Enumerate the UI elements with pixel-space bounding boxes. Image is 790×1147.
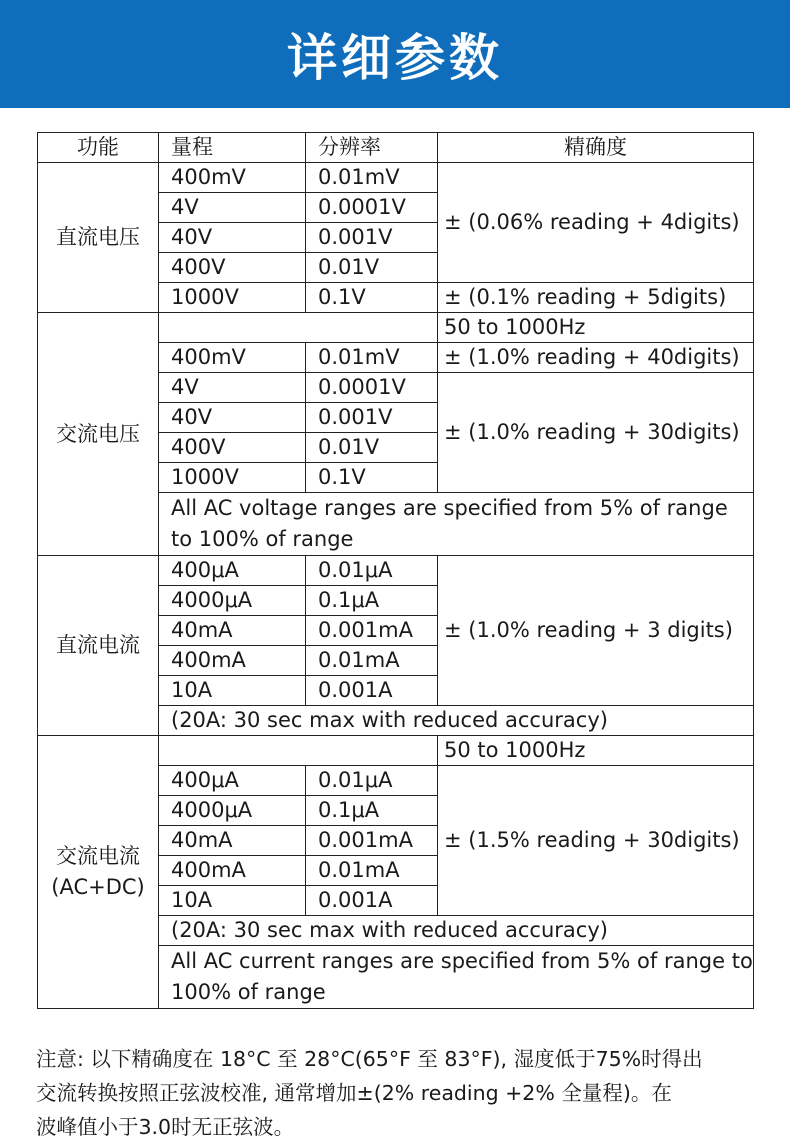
resolution-cell: 0.001mA: [306, 616, 438, 646]
range-cell: 40mA: [159, 826, 306, 856]
range-cell: 400mA: [159, 646, 306, 676]
range-cell: 400μA: [159, 556, 306, 586]
resolution-cell: 0.001A: [306, 676, 438, 706]
range-cell: 10A: [159, 886, 306, 916]
range-cell: 1000V: [159, 463, 306, 493]
range-cell: 400V: [159, 433, 306, 463]
resolution-cell: 0.1V: [306, 283, 438, 313]
resolution-cell: 0.01V: [306, 433, 438, 463]
function-acv: 交流电压: [38, 313, 159, 556]
table-header-row: [38, 133, 754, 163]
resolution-cell: 0.01mV: [306, 343, 438, 373]
footnote-line: 注意: 以下精确度在 18°C 至 28°C(65°F 至 83°F), 湿度低于75%时得出: [36, 1047, 703, 1071]
footnote: [36, 1042, 776, 1144]
empty-cell: [159, 736, 438, 766]
footnote-line: 波峰值小于3.0时无正弦波。: [36, 1115, 295, 1139]
range-cell: 400μA: [159, 766, 306, 796]
resolution-cell: 0.001V: [306, 403, 438, 433]
resolution-cell: 0.1V: [306, 463, 438, 493]
table-row: [38, 163, 754, 193]
range-cell: 400mV: [159, 163, 306, 193]
note-cell: All AC current ranges are specified from 5% of range to 100% of range: [159, 946, 754, 1009]
resolution-cell: 0.001A: [306, 886, 438, 916]
range-cell: 4V: [159, 373, 306, 403]
range-cell: 1000V: [159, 283, 306, 313]
range-cell: 4V: [159, 193, 306, 223]
note-cell: (20A: 30 sec max with reduced accuracy): [159, 916, 754, 946]
accuracy-cell: ± (1.0% reading + 40digits): [438, 343, 754, 373]
accuracy-cell: ± (1.5% reading + 30digits): [438, 766, 754, 916]
accuracy-cell: ± (0.1% reading + 5digits): [438, 283, 754, 313]
header-accuracy: 精确度: [438, 133, 754, 163]
resolution-cell: 0.01μA: [306, 556, 438, 586]
function-aca-line2: (AC+DC): [51, 875, 145, 899]
function-aca-line1: 交流电流: [56, 844, 140, 868]
function-dca: 直流电流: [38, 556, 159, 736]
note-cell: (20A: 30 sec max with reduced accuracy): [159, 706, 754, 736]
frequency-cell: 50 to 1000Hz: [438, 736, 754, 766]
function-aca: [38, 736, 159, 1009]
resolution-cell: 0.01mA: [306, 856, 438, 886]
resolution-cell: 0.01mV: [306, 163, 438, 193]
range-cell: 10A: [159, 676, 306, 706]
accuracy-cell: ± (1.0% reading + 3 digits): [438, 556, 754, 706]
range-cell: 40V: [159, 223, 306, 253]
frequency-cell: 50 to 1000Hz: [438, 313, 754, 343]
table-row: [38, 736, 754, 766]
range-cell: 4000μA: [159, 796, 306, 826]
range-cell: 40V: [159, 403, 306, 433]
table-row: [38, 556, 754, 586]
range-cell: 400mA: [159, 856, 306, 886]
resolution-cell: 0.0001V: [306, 373, 438, 403]
accuracy-cell: ± (0.06% reading + 4digits): [438, 163, 754, 283]
range-cell: 40mA: [159, 616, 306, 646]
function-dcv: 直流电压: [38, 163, 159, 313]
resolution-cell: 0.001V: [306, 223, 438, 253]
spec-table: [37, 132, 754, 1009]
header-function: 功能: [38, 133, 159, 163]
resolution-cell: 0.01mA: [306, 646, 438, 676]
range-cell: 400V: [159, 253, 306, 283]
resolution-cell: 0.1μA: [306, 586, 438, 616]
title-banner: [0, 0, 790, 108]
note-cell: All AC voltage ranges are specified from 5% of range to 100% of range: [159, 493, 754, 556]
resolution-cell: 0.001mA: [306, 826, 438, 856]
empty-cell: [159, 313, 438, 343]
page-title: 详细参数: [287, 29, 503, 87]
header-resolution: 分辨率: [306, 133, 438, 163]
resolution-cell: 0.01μA: [306, 766, 438, 796]
range-cell: 400mV: [159, 343, 306, 373]
resolution-cell: 0.1μA: [306, 796, 438, 826]
accuracy-cell: ± (1.0% reading + 30digits): [438, 373, 754, 493]
resolution-cell: 0.01V: [306, 253, 438, 283]
footnote-line: 交流转换按照正弦波校准, 通常增加±(2% reading +2% 全量程)。在: [36, 1081, 672, 1105]
table-row: [38, 313, 754, 343]
header-range: 量程: [159, 133, 306, 163]
resolution-cell: 0.0001V: [306, 193, 438, 223]
range-cell: 4000μA: [159, 586, 306, 616]
